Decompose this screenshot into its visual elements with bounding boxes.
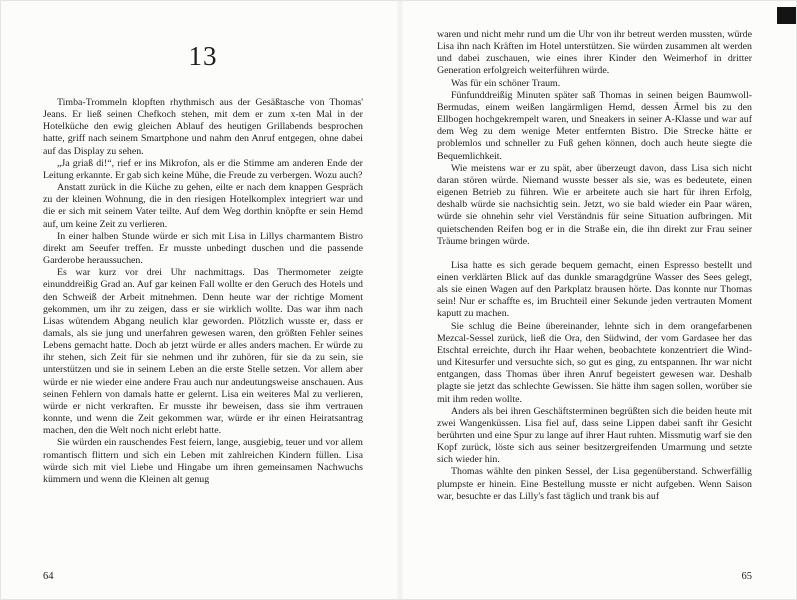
right-page: [399, 1, 796, 599]
left-page-text-block: [43, 97, 363, 486]
body-paragraph: Anstatt zurück in die Küche zu gehen, eilte er nach dem knappen Gespräch zu der kleinen Wohnung, die in den riesigen Hotelkomplex integriert war und die er sich mit seinem Vater teilte. Auf dem Weg dorthin knöpfte er sein Hemd auf, um keine Zeit zu verlieren.: [43, 182, 363, 230]
page-number-right: 65: [741, 571, 752, 582]
body-paragraph: Lisa hatte es sich gerade bequem gemacht, einen Espresso bestellt und einen verklärten Blick auf das dunkle smaragdgrüne Wasser des Sees gelegt, als sie einen Wagen auf den Parkplatz brausen hörte. Das konnte nur Thomas sein! Nur er schaffte es, im Bruchteil einer Sekunde jeden vertrauten Moment kaputt zu machen.: [436, 259, 752, 320]
chapter-number: 13: [188, 41, 218, 71]
body-paragraph: Anders als bei ihren Geschäftsterminen begrüßten sich die beiden heute mit zwei Wangenküssen. Lisa fiel auf, dass seine Lippen dabei sanft ihr Gesicht berührten und eine Spur zu lange auf ihrer Haut ruhten. Missmutig warf sie den Kopf zurück, löste sich aus seiner besitzergreifenden Umarmung und setzte sich wieder hin.: [436, 405, 752, 466]
body-paragraph: „Ja griaß di!“, rief er ins Mikrofon, als er die Stimme am anderen Ende der Leitung erkannte. Er gab sich keine Mühe, die Freude zu verbergen. Wozu auch?: [43, 157, 363, 181]
body-paragraph: Was für ein schöner Traum.: [450, 77, 561, 89]
page-number-left: 64: [43, 571, 54, 582]
body-paragraph: Fünfunddreißig Minuten später saß Thomas in seinen beigen Baumwoll-Bermudas, einem weißen langärmligen Hemd, dessen Ärmel bis zu den Ellbogen hochgekrempelt waren, und Sneakers in seiner A-Klasse und war auf dem Weg zu dem wenige Meter entfernten Bistro. Die Strecke hätte er problemlos und schneller zu Fuß gehen können, doch auch heute siegte die Bequemlichkeit.: [436, 89, 752, 162]
body-paragraph: In einer halben Stunde würde er sich mit Lisa in Lillys charmantem Bistro direkt am Seeufer treffen. Er musste unbedingt duschen und die passende Garderobe heraussuchen.: [43, 230, 363, 267]
body-paragraph: Sie würden ein rauschendes Fest feiern, lange, ausgiebig, teuer und vor allem romantisch flittern und sich ein Leben mit zahlreichen Kindern füllen. Lisa würde sich mit viel Liebe und Hingabe um ihren gemeinsamen Nachwuchs kümmern und wenn die Kleinen alt genug: [43, 437, 363, 485]
body-paragraph: Sie schlug die Beine übereinander, lehnte sich in dem orangefarbenen Mezcal-Sessel zurück, ließ die Ora, den Südwind, der vom Gardasee her das Etschtal erreichte, durch ihr Haar wehen, beobachtete konzentriert die Wind- und Kitesurfer und versuchte sich, so gut es ging, zu entspannen. Ihr war nicht entgangen, dass Thomas über ihren Anruf begeistert gewesen war. Deshalb plagte sie jetzt das schlechte Gewissen. Sie hätte ihm sagen sollen, worüber sie mit ihm reden wollte.: [436, 320, 752, 405]
body-paragraph: Timba-Trommeln klopften rhythmisch aus der Gesäßtasche von Thomas' Jeans. Er ließ seinen Chefkoch stehen, mit dem er zum x-ten Mal in der Hotelküche den ewig gleichen Ablauf des heutigen Grillabends besprochen hatte, griff nach seinem Smartphone und nahm den Anruf entgegen, ohne dabei auf das Display zu sehen.: [43, 97, 363, 157]
body-paragraph: waren und nicht mehr rund um die Uhr von ihr betreut werden mussten, würde Lisa ihn nach Kräften im Hotel unterstützen. Sie würden zusammen alt werden und dabei zuschauen, wie eines ihrer Kinder den Weimerhof in dritter Generation erfolgreich weiterführen würde.: [436, 29, 752, 77]
left-page: [1, 1, 399, 599]
body-paragraph: Thomas wählte den pinken Sessel, der Lisa gegenüberstand. Schwerfällig plumpste er hinein. Eine Bestellung musste er nicht aufgeben. Wenn Saison war, besuchte er das Lilly's fast täglich und trank bis auf: [436, 466, 752, 502]
body-paragraph: Wie meistens war er zu spät, aber überzeugt davon, dass Lisa sich nicht daran stören würde. Niemand wusste besser als sie, was es bedeutete, einen eigenen Betrieb zu führen. Wie er arbeitete auch sie hart für ihren Erfolg, deshalb würde sie nachsichtig sein. Jetzt, wo sie bald wieder ein Paar wären, würde sie ohnehin sehr viel Verständnis für seine Situation aufbringen. Mit quietschenden Reifen bog er in die Straße ein, die ihn direkt zur Frau seiner Träume bringen würde.: [436, 162, 752, 247]
right-page-text-block: [437, 29, 752, 503]
body-paragraph: Es war kurz vor drei Uhr nachmittags. Das Thermometer zeigte einunddreißig Grad an. Auf gar keinen Fall wollte er den Geruch des Hotels und den Schweiß der Arbeit mitnehmen. Denn heute war der richtige Moment gekommen, um ihr zu zeigen, dass er sie wirklich wollte. Das war ihm nach Lisas wütendem Abgang neulich klar geworden. Plötzlich wusste er, dass er damals, als sie jung und unerfahren gewesen waren, den größten Fehler seines Lebens gemacht hatte. Doch ab jetzt würde er alles anders machen. Er würde zu ihr stehen, sich Zeit für sie nehmen und ihr zuhören, für sie da zu sein, sie unterstützen und sie in seinem Leben an die erste Stelle setzen. Vor allem aber würde er nie wieder eine andere Frau auch nur andeutungsweise anschauen. Aus seinen Fehlern von damals hatte er gelernt. Lisa ein weiteres Mal zu verlieren, würde er nicht verkraften. Er musste ihr beweisen, dass sie ihm vertrauen konnte, und wenn die Zeit gekommen war, würde er ihr einen Heiratsantrag machen, den die Welt noch nicht erlebt hatte.: [43, 267, 363, 437]
